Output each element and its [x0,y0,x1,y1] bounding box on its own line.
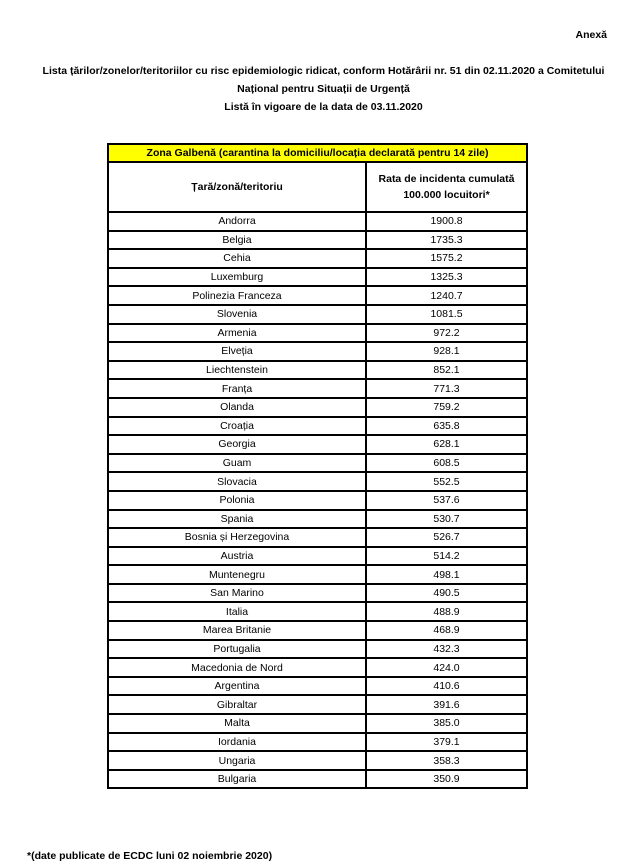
country-cell: Olanda [108,398,366,417]
rate-cell: 358.3 [366,751,527,770]
table-row [108,547,527,566]
table-row [108,342,527,361]
country-cell: Bosnia și Herzegovina [108,528,366,547]
table-row [108,324,527,343]
rate-cell: 537.6 [366,491,527,510]
column-header-rate: Rata de incidenta cumulată 100.000 locuitori* [366,162,527,212]
table-row [108,361,527,380]
country-cell: Belgia [108,231,366,250]
table-row [108,379,527,398]
rate-cell: 972.2 [366,324,527,343]
footnote: *(date publicate de ECDC luni 02 noiembrie 2020) [27,850,273,862]
title-line-1: Lista țărilor/zonelor/teritoriilor cu risc epidemiologic ridicat, conform Hotărârii nr. 51 din 02.11.2020 a Comitetului [42,65,605,77]
country-cell: Ungaria [108,751,366,770]
table-row [108,584,527,603]
rate-cell: 490.5 [366,584,527,603]
country-cell: Macedonia de Nord [108,658,366,677]
rate-cell: 928.1 [366,342,527,361]
country-cell: Iordania [108,733,366,752]
country-cell: Italia [108,602,366,621]
table-row [108,491,527,510]
country-cell: Marea Britanie [108,621,366,640]
rate-cell: 424.0 [366,658,527,677]
rate-cell: 608.5 [366,454,527,473]
country-cell: Cehia [108,249,366,268]
country-cell: Armenia [108,324,366,343]
rate-cell: 1240.7 [366,286,527,305]
table-row [108,733,527,752]
table-row [108,621,527,640]
country-cell: Georgia [108,435,366,454]
country-cell: Elveția [108,342,366,361]
rate-cell: 468.9 [366,621,527,640]
rate-cell: 391.6 [366,695,527,714]
document-title [0,62,617,116]
country-cell: Luxemburg [108,268,366,287]
column-header-country: Țară/zonă/teritoriu [108,162,366,212]
table-row [108,231,527,250]
annex-label: Anexă [575,29,607,41]
rate-cell: 432.3 [366,640,527,659]
rate-cell: 852.1 [366,361,527,380]
rate-cell: 526.7 [366,528,527,547]
table-row [108,751,527,770]
table-row [108,640,527,659]
country-cell: Gibraltar [108,695,366,714]
table-row [108,565,527,584]
table-row [108,510,527,529]
zone-header: Zona Galbenă (carantina la domiciliu/locația declarată pentru 14 zile) [108,144,527,162]
table-row [108,435,527,454]
rate-cell: 379.1 [366,733,527,752]
table-row [108,268,527,287]
country-cell: Argentina [108,677,366,696]
country-cell: Austria [108,547,366,566]
table-row [108,770,527,789]
zone-header-row [108,144,527,162]
table-row [108,472,527,491]
column-header-row [108,162,527,212]
country-cell: Slovenia [108,305,366,324]
country-cell: Polonia [108,491,366,510]
rate-cell: 1575.2 [366,249,527,268]
title-line-2: Național pentru Situații de Urgență [237,83,410,95]
country-cell: Slovacia [108,472,366,491]
rate-cell: 635.8 [366,417,527,436]
rate-cell: 771.3 [366,379,527,398]
rate-cell: 1081.5 [366,305,527,324]
title-line-3: Listă în vigoare de la data de 03.11.2020 [224,101,423,113]
country-cell: Spania [108,510,366,529]
rate-cell: 410.6 [366,677,527,696]
rate-cell: 498.1 [366,565,527,584]
rate-cell: 1325.3 [366,268,527,287]
country-cell: Guam [108,454,366,473]
rate-cell: 1900.8 [366,212,527,231]
rate-cell: 530.7 [366,510,527,529]
table-row [108,602,527,621]
country-cell: Franța [108,379,366,398]
table-row [108,305,527,324]
table-row [108,677,527,696]
table-row [108,658,527,677]
rate-cell: 759.2 [366,398,527,417]
country-cell: Portugalia [108,640,366,659]
table-row [108,249,527,268]
rate-cell: 488.9 [366,602,527,621]
table-row [108,212,527,231]
risk-countries-table [107,143,528,789]
table-row [108,528,527,547]
country-cell: Andorra [108,212,366,231]
table-row [108,417,527,436]
rate-cell: 350.9 [366,770,527,789]
table-row [108,714,527,733]
country-cell: Bulgaria [108,770,366,789]
rate-cell: 385.0 [366,714,527,733]
country-cell: San Marino [108,584,366,603]
country-cell: Liechtenstein [108,361,366,380]
table-row [108,695,527,714]
country-cell: Muntenegru [108,565,366,584]
rate-cell: 628.1 [366,435,527,454]
rate-cell: 514.2 [366,547,527,566]
country-cell: Croația [108,417,366,436]
table-row [108,286,527,305]
country-cell: Malta [108,714,366,733]
country-cell: Polinezia Franceza [108,286,366,305]
table-row [108,454,527,473]
table-row [108,398,527,417]
rate-cell: 552.5 [366,472,527,491]
table-body [108,212,527,788]
rate-cell: 1735.3 [366,231,527,250]
